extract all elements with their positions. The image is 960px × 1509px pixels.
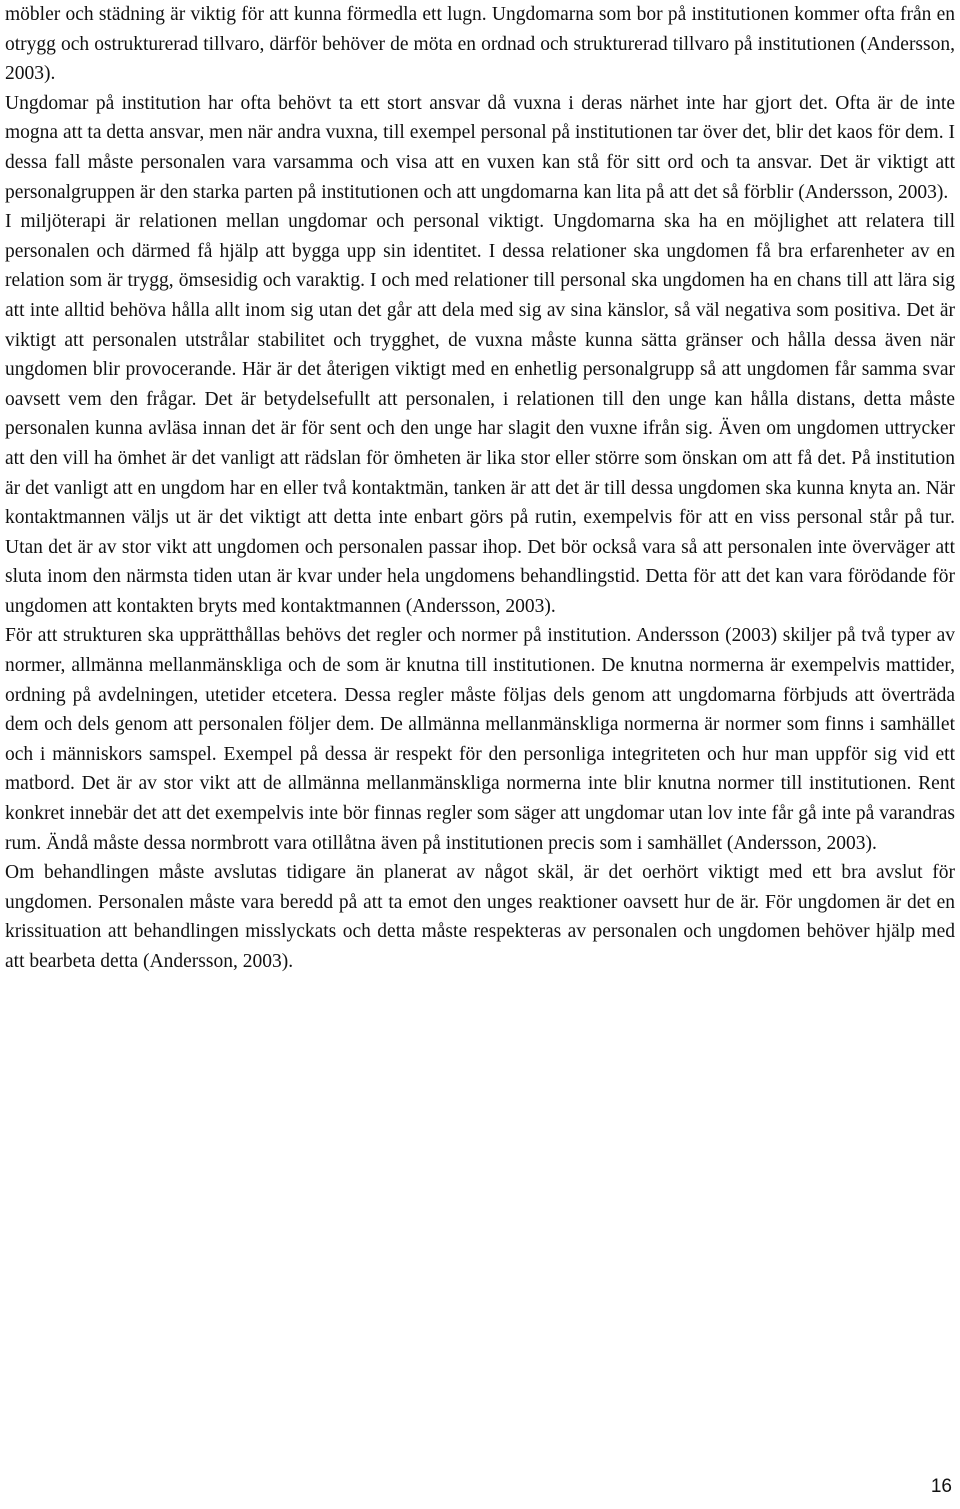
document-page: [5, 0, 955, 977]
page-number: 16: [930, 1476, 952, 1497]
paragraph-rules-norms: För att strukturen ska upprätthållas behövs det regler och normer på institution. Andersson (2003) skiljer på två typer av normer, allmänna mellanmänskliga och de som är knutna till institutionen. De knutna normerna är exempelvis mattider, ordning på avdelningen, utetider etcetera. Dessa regler måste följas dels genom att ungdomarna förbjuds att överträda dem och dels genom att personalen följer dem. De allmänna mellanmänskliga normerna är normer som finns i samhället och i människors samspel. Exempel på dessa är respekt för den personliga integriteten och hur man uppför sig vid ett matbord. Det är av stor vikt att de allmänna mellanmänskliga normerna inte blir knutna normer till institutionen. Rent konkret innebär det att det exempelvis inte bör finnas regler som säger att ungdomar utan lov inte får gå inte på varandras rum. Ändå måste dessa normbrott vara otillåtna även på institutionen precis som i samhället (Andersson, 2003).: [5, 625, 955, 854]
paragraph-ending-treatment: Om behandlingen måste avslutas tidigare än planerat av något skäl, är det oerhört viktigt med ett bra avslut för ungdomen. Personalen måste vara beredd på att ta emot den unges reaktioner oavsett hur de är. För ungdomen är det en krissituation att behandlingen misslyckats och detta måste respekteras av personalen och ungdomen behöver hjälp med att bearbeta detta (Andersson, 2003).: [5, 862, 955, 972]
paragraph-milieu-therapy: I miljöterapi är relationen mellan ungdomar och personal viktigt. Ungdomarna ska ha en möjlighet att relatera till personalen och därmed få hjälp att bygga upp sin identitet. I dessa relationer ska ungdomen få bra erfarenheter av en relation som är trygg, ömsesidig och varaktig. I och med relationer till personal ska ungdomen ha en chans till att lära sig att inte alltid behöva hålla allt inom sig utan det går att dela med sig av sina känslor, så väl negativa som positiva. Det är viktigt att personalen utstrålar stabilitet och trygghet, de vuxna måste kunna sätta gränser och hålla dessa även när ungdomen blir provocerande. Här är det återigen viktigt med en enhetlig personalgrupp så att ungdomen får samma svar oavsett vem den frågar. Det är betydelsefullt att personalen, i relationen till den unge kan hålla distans, detta måste personalen kunna avläsa innan det är för sent och den unge har slagit den vuxne ifrån sig. Även om ungdomen uttrycker att den vill ha ömhet är det vanligt att rädslan för ömheten är lika stor eller större som önskan om att få det. På institution är det vanligt att en ungdom har en eller två kontaktmän, tanken är att det är till dessa ungdomen ska kunna knyta an. När kontaktmannen väljs ut är det viktigt att detta inte enbart görs på rutin, exempelvis för att en viss personal står på tur. Utan det är av stor vikt att ungdomen och personalen passar ihop. Det bör också vara så att personalen inte överväger att sluta inom den närmsta tiden utan är kvar under hela ungdomens behandlingstid. Detta för att det kan vara förödande för ungdomen att kontakten bryts med kontaktmannen (Andersson, 2003).: [5, 211, 955, 617]
paragraph-responsibility: Ungdomar på institution har ofta behövt ta ett stort ansvar då vuxna i deras närhet inte har gjort det. Ofta är de inte mogna att ta detta ansvar, men när andra vuxna, till exempel personal på institutionen tar över det, blir det kaos för dem. I dessa fall måste personalen vara varsamma och visa att en vuxen kan stå för sitt ord och ta ansvar. Det är viktigt att personalgruppen är den starka parten på institutionen och att ungdomarna kan lita på att det så förblir (Andersson, 2003).: [5, 92, 955, 203]
paragraph-structure-intro: möbler och städning är viktig för att kunna förmedla ett lugn. Ungdomarna som bor på institutionen kommer ofta från en otrygg och ostrukturerad tillvaro, därför behöver de möta en ordnad och strukturerad tillvaro på institutionen (Andersson, 2003).: [5, 4, 955, 85]
